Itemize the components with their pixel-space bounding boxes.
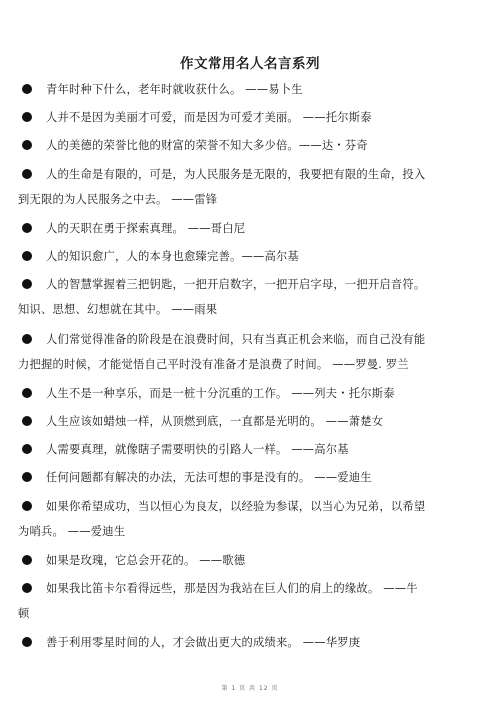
quote-text: 善于利用零星时间的人，才会做出更大的成绩来。 ——华罗庚 bbox=[46, 636, 361, 649]
bullet-icon bbox=[22, 279, 32, 289]
quote-text: 人的知识愈广，人的本身也愈臻完善。——高尔基 bbox=[46, 250, 299, 263]
quote-item bbox=[18, 216, 486, 241]
quote-item bbox=[18, 381, 486, 406]
quote-text: 如果我比笛卡尔看得远些，那是因为我站在巨人们的肩上的缘故。 ——牛 bbox=[46, 582, 418, 595]
bullet-icon bbox=[22, 334, 32, 344]
quote-item bbox=[18, 162, 486, 212]
quote-text-continued: 顿 bbox=[18, 607, 30, 620]
quote-item bbox=[18, 105, 486, 130]
quote-item bbox=[18, 133, 486, 158]
bullet-icon bbox=[22, 140, 32, 150]
quote-item bbox=[18, 465, 486, 490]
bullet-icon bbox=[22, 637, 32, 647]
quote-item bbox=[18, 548, 486, 573]
bullet-icon bbox=[22, 251, 32, 261]
quote-text-continued: 知识、思想、幻想就在其中。 ——雨果 bbox=[18, 303, 218, 316]
quote-item bbox=[18, 272, 486, 322]
quote-item bbox=[18, 409, 486, 434]
quote-text-continued: 为哨兵。 ——爱迪生 bbox=[18, 525, 126, 538]
bullet-icon bbox=[22, 583, 32, 593]
bullet-icon bbox=[22, 112, 32, 122]
quote-text: 人的智慧掌握着三把钥匙，一把开启数字，一把开启字母，一把开启音符。 bbox=[46, 278, 426, 291]
quote-item bbox=[18, 630, 486, 655]
quote-text: 人需要真理，就像瞎子需要明快的引路人一样。 ——高尔基 bbox=[46, 443, 349, 456]
bullet-icon bbox=[22, 472, 32, 482]
quote-item bbox=[18, 437, 486, 462]
bullet-icon bbox=[22, 223, 32, 233]
quote-text: 人生应该如蜡烛一样，从顶燃到底，一直都是光明的。 ——萧楚女 bbox=[46, 415, 384, 428]
quote-text-continued: 到无限的为人民服务之中去。 ——雷锋 bbox=[18, 193, 218, 206]
quote-text: 人的天职在勇于探索真理。 ——哥白尼 bbox=[46, 222, 246, 235]
quote-text: 如果是玫瑰，它总会开花的。 ——歌德 bbox=[46, 554, 246, 567]
quote-text: 人并不是因为美丽才可爱，而是因为可爱才美丽。 ——托尔斯泰 bbox=[46, 111, 372, 124]
quote-text: 人生不是一种享乐，而是一桩十分沉重的工作。 ——列夫・托尔斯泰 bbox=[46, 387, 395, 400]
quote-text-continued: 力把握的时候，才能觉悟自己平时没有准备才是浪费了时间。 ——罗曼. 罗兰 bbox=[18, 358, 409, 371]
bullet-icon bbox=[22, 444, 32, 454]
quote-text: 青年时种下什么，老年时就收获什么。 ——易卜生 bbox=[46, 83, 303, 96]
quote-item bbox=[18, 77, 486, 102]
bullet-icon bbox=[22, 501, 32, 511]
page-title: 作文常用名人名言系列 bbox=[180, 56, 320, 72]
bullet-icon bbox=[22, 84, 32, 94]
quote-item bbox=[18, 244, 486, 269]
bullet-icon bbox=[22, 388, 32, 398]
quote-text: 任何问题都有解决的办法，无法可想的事是没有的。 ——爱迪生 bbox=[46, 471, 372, 484]
bullet-icon bbox=[22, 416, 32, 426]
quote-text: 人的美德的荣誉比他的财富的荣誉不知大多少倍。——达・芬奇 bbox=[46, 139, 368, 152]
quote-item bbox=[18, 494, 486, 544]
bullet-icon bbox=[22, 169, 32, 179]
quote-text: 人的生命是有限的，可是，为人民服务是无限的，我要把有限的生命，投入 bbox=[46, 168, 426, 181]
quote-text: 如果你希望成功，当以恒心为良友，以经验为参谋，以当心为兄弟，以希望 bbox=[46, 500, 426, 513]
quote-text: 人们常觉得准备的阶段是在浪费时间，只有当真正机会来临，而自己没有能 bbox=[46, 333, 426, 346]
bullet-icon bbox=[22, 555, 32, 565]
quote-item bbox=[18, 576, 486, 626]
page-number: 第 1 页 共 12 页 bbox=[221, 685, 279, 692]
quote-item bbox=[18, 327, 486, 377]
